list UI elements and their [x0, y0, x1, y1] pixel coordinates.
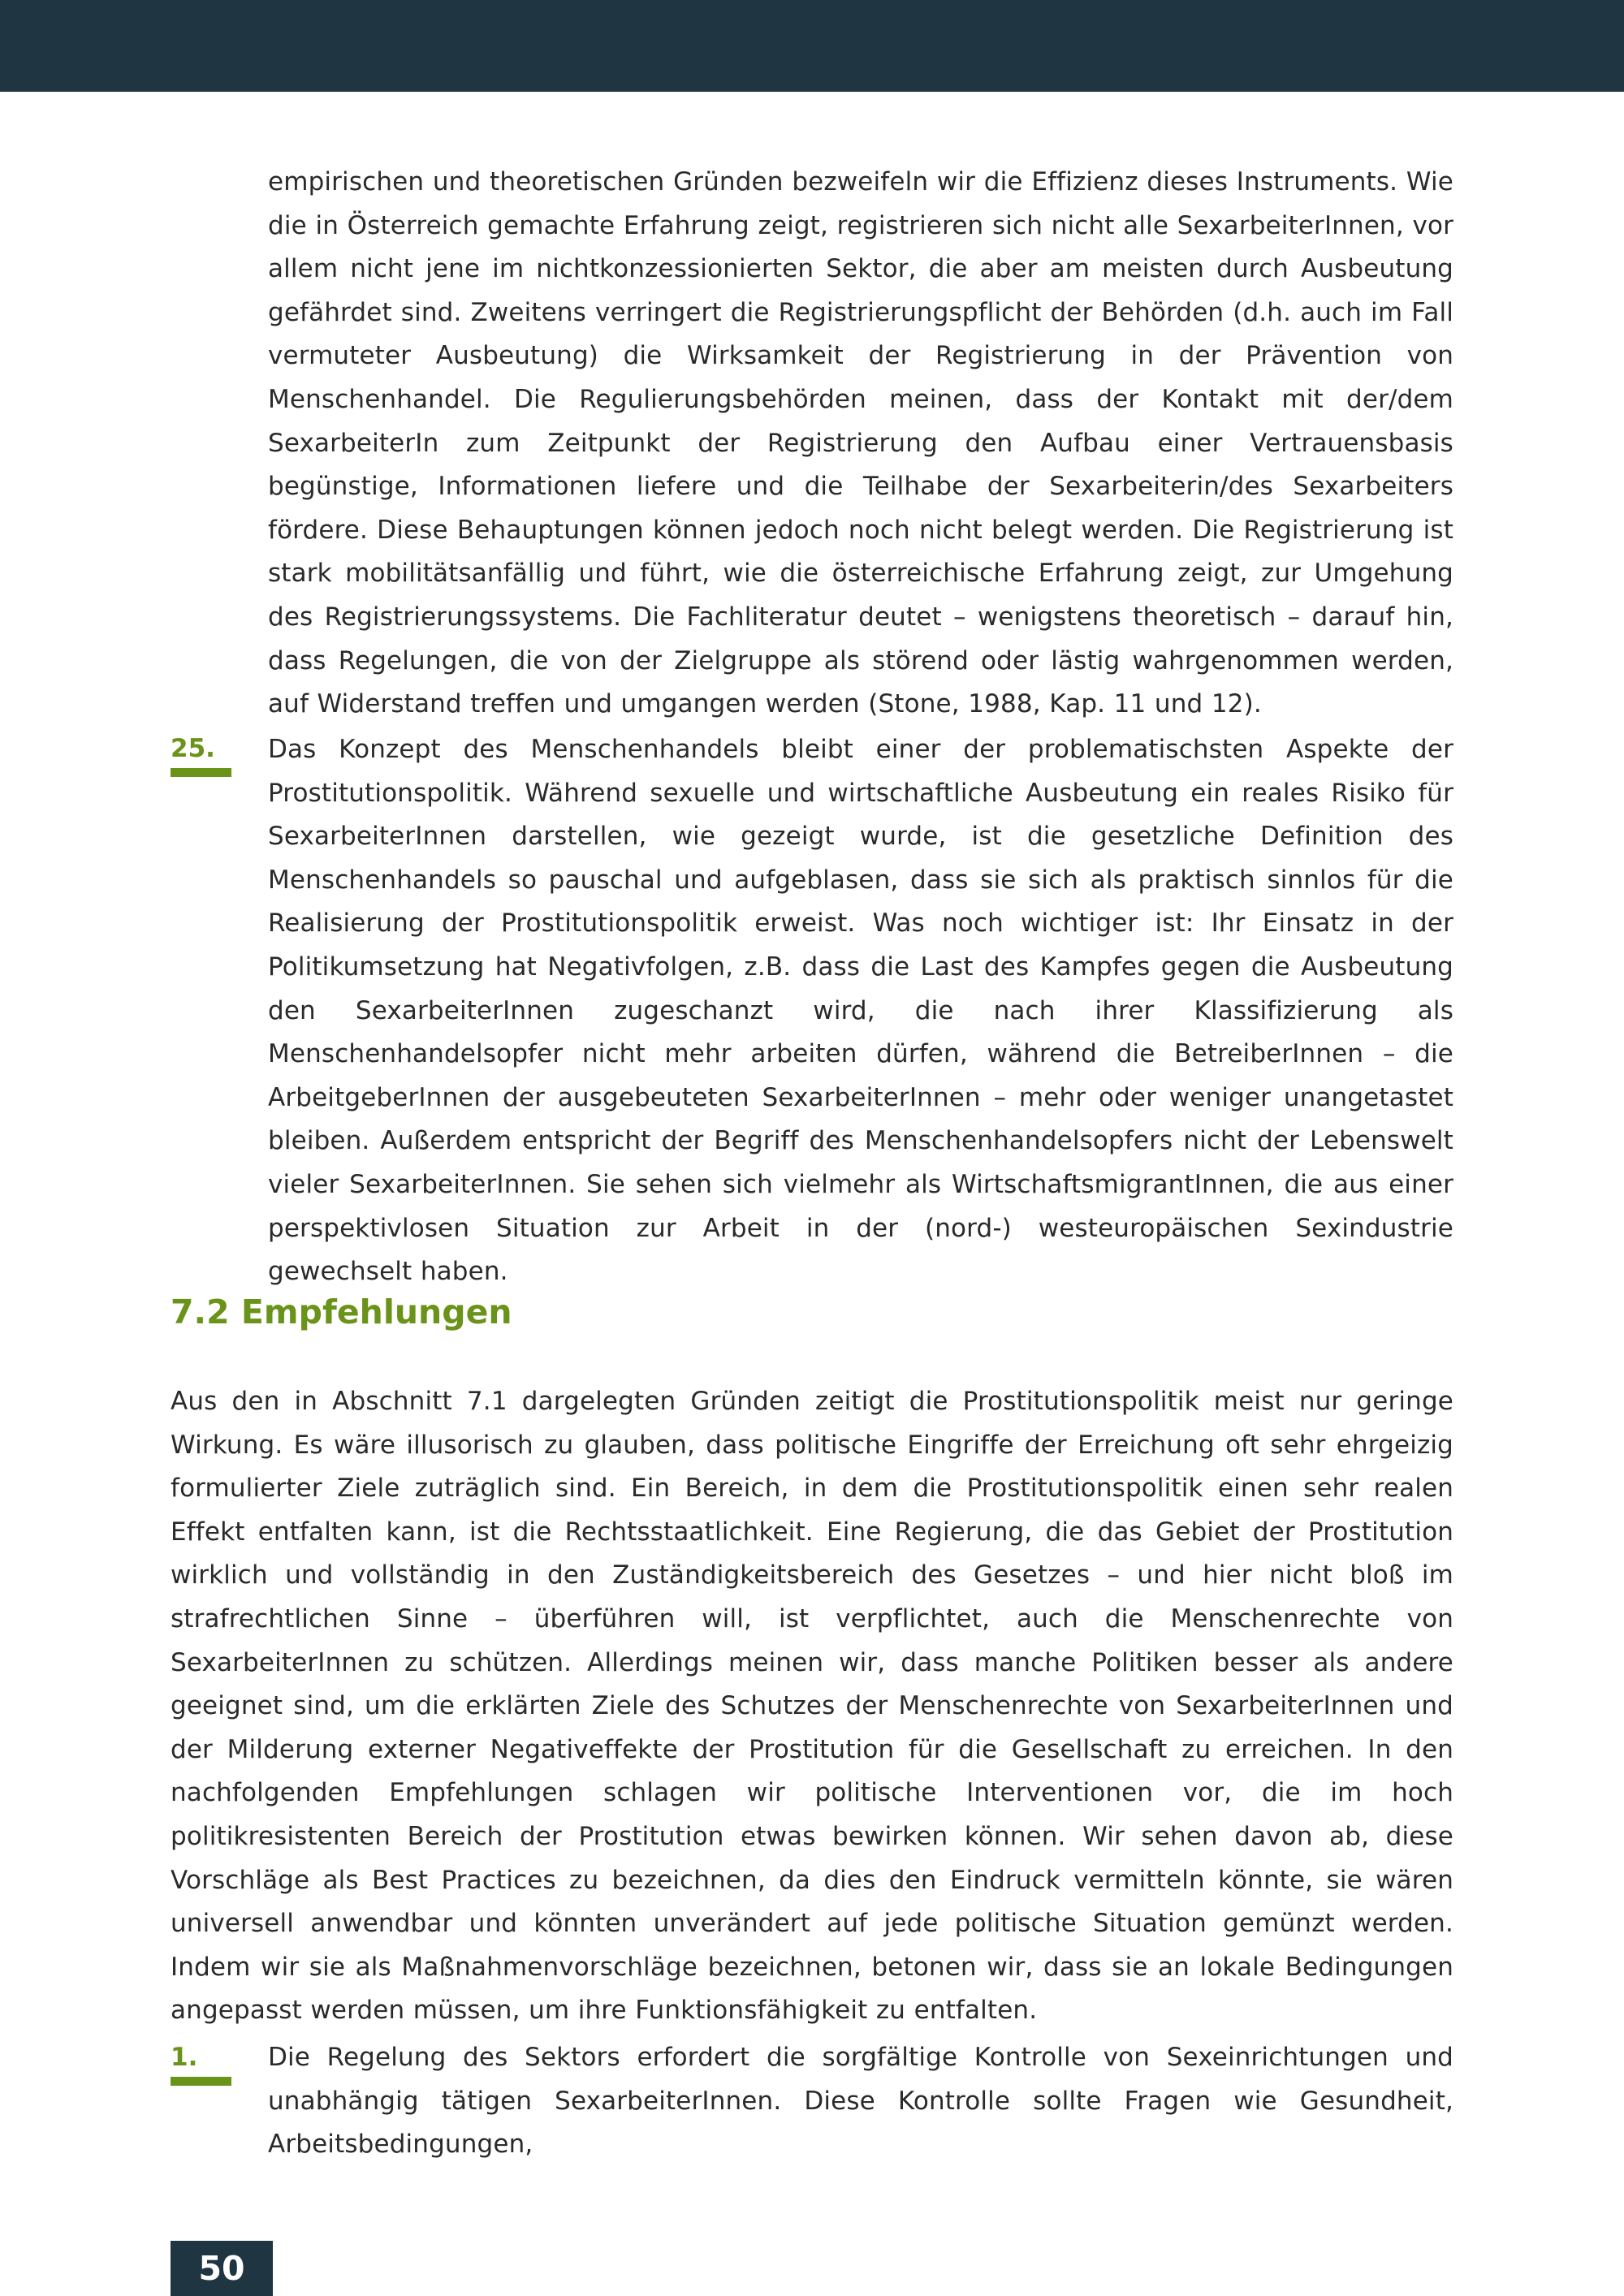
top-header-bar	[0, 0, 1624, 92]
item-number-25: 25.	[171, 734, 215, 763]
section-heading: 7.2 Empfehlungen	[171, 1293, 512, 1331]
item-number-1: 1.	[171, 2043, 198, 2072]
paragraph-recommendations: Aus den in Abschnitt 7.1 dargelegten Gründen zeitigt die Prostitutionspolitik meist nur geringe Wirkung. Es wäre illusorisch zu glauben, dass politische Eingriffe der Erreichung oft sehr ehrgeizig formulierter Ziele zuträglich sind. Ein Bereich, in dem die Prostitutionspolitik einen sehr realen Effekt entfalten kann, ist die Rechtsstaatlichkeit. Eine Regierung, die das Gebiet der Prostitution wirklich und vollständig in den Zuständigkeitsbereich des Gesetzes – und hier nicht bloß im strafrechtlichen Sinne – überführen will, ist verpflichtet, auch die Menschenrechte von SexarbeiterInnen zu schützen. Allerdings meinen wir, dass manche Politiken besser als andere geeignet sind, um die erklärten Ziele des Schutzes der Menschenrechte von SexarbeiterInnen und der Milderung externer Negativeffekte der Prostitution für die Gesellschaft zu erreichen. In den nachfolgenden Empfehlungen schlagen wir politische Interventionen vor, die im hoch politikresistenten Bereich der Prostitution etwas bewirken können. Wir sehen davon ab, diese Vorschläge als Best Practices zu bezeichnen, da dies den Eindruck vermitteln könnte, sie wären universell anwendbar und könnten unverändert auf jede politische Situation gemünzt werden. Indem wir sie als Maßnahmenvorschläge bezeichnen, betonen wir, dass sie an lokale Bedingungen angepasst werden müssen, um ihre Funktionsfähigkeit zu entfalten.	[171, 1387, 1453, 2026]
item-number-underline	[171, 2077, 231, 2086]
item-number-underline	[171, 768, 231, 777]
paragraph-intro: empirischen und theoretischen Gründen bezweifeln wir die Effizienz dieses Instruments. Wie die in Österreich gemachte Erfahrung zeigt, registrieren sich nicht alle SexarbeiterInnen, vor allem nicht jene im nichtkonzessionierten Sektor, die aber am meisten durch Ausbeutung gefährdet sind. Zweitens verringert die Registrierungspflicht der Behörden (d.h. auch im Fall vermuteter Ausbeutung) die Wirksamkeit der Registrierung in der Prävention von Menschenhandel. Die Regulierungsbehörden meinen, dass der Kontakt mit der/dem SexarbeiterIn zum Zeitpunkt der Registrierung den Aufbau einer Vertrauensbasis begünstige, Informationen liefere und die Teilhabe der Sexarbeiterin/des Sexarbeiters fördere. Diese Behauptungen können jedoch noch nicht belegt werden. Die Registrierung ist stark mobilitätsanfällig und führt, wie die österreichische Erfahrung zeigt, zur Umgehung des Registrierungssystems. Die Fachliteratur deutet – wenigstens theoretisch – darauf hin, dass Regelungen, die von der Zielgruppe als störend oder lästig wahrgenommen werden, auf Widerstand treffen und umgangen werden (Stone, 1988, Kap. 11 und 12).	[268, 167, 1453, 719]
paragraph-item-1: Die Regelung des Sektors erfordert die sorgfältige Kontrolle von Sexeinrichtungen und unabhängig tätigen SexarbeiterInnen. Diese Kontrolle sollte Fragen wie Gesundheit, Arbeitsbedingungen,	[268, 2043, 1453, 2160]
page-number: 50	[171, 2241, 273, 2296]
paragraph-item-25: Das Konzept des Menschenhandels bleibt einer der problematischsten Aspekte der Prostitutionspolitik. Während sexuelle und wirtschaftliche Ausbeutung ein reales Risiko für SexarbeiterInnen darstellen, wie gezeigt wurde, ist die gesetzliche Definition des Menschenhandels so pauschal und aufgeblasen, dass sie sich als praktisch sinnlos für die Realisierung der Prostitutionspolitik erweist. Was noch wichtiger ist: Ihr Einsatz in der Politikumsetzung hat Negativfolgen, z.B. dass die Last des Kampfes gegen die Ausbeutung den SexarbeiterInnen zugeschanzt wird, die nach ihrer Klassifizierung als Menschenhandelsopfer nicht mehr arbeiten dürfen, während die BetreiberInnen – die ArbeitgeberInnen der ausgebeuteten SexarbeiterInnen – mehr oder weniger unangetastet bleiben. Außerdem entspricht der Begriff des Menschenhandelsopfers nicht der Lebenswelt vieler SexarbeiterInnen. Sie sehen sich vielmehr als WirtschaftsmigrantInnen, die aus einer perspektivlosen Situation zur Arbeit in der (nord-) westeuropäischen Sexindustrie gewechselt haben.	[268, 735, 1453, 1287]
